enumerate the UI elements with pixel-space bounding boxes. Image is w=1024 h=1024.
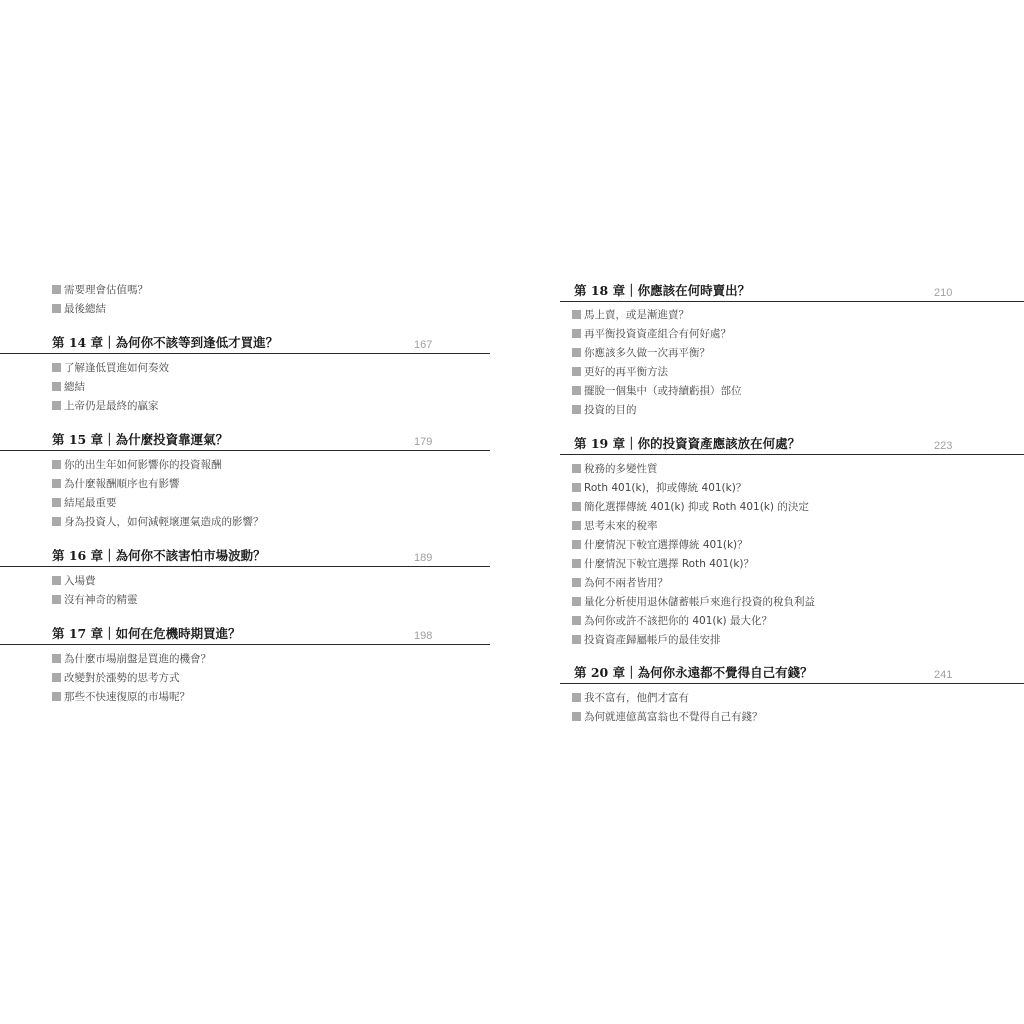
list-item: 沒有神奇的精靈 xyxy=(52,593,138,607)
bullet-square-icon xyxy=(52,401,61,410)
list-item: 結尾最重要 xyxy=(52,496,117,510)
list-item: 為何就連億萬富翁也不覺得自己有錢？ xyxy=(572,710,763,724)
chapter-title: 第 19 章｜你的投資資產應該放在何處？ xyxy=(574,436,801,451)
list-item: 什麼情況下較宜選擇 Roth 401(k)？ xyxy=(572,557,754,571)
list-item: 我不富有，他們才富有 xyxy=(572,691,689,705)
bullet-square-icon xyxy=(572,502,581,511)
bullet-square-icon xyxy=(572,712,581,721)
list-item: 最後總結 xyxy=(52,302,106,316)
list-item: 為何不兩者皆用？ xyxy=(572,576,668,590)
bullet-square-icon xyxy=(52,460,61,469)
chapter-page-number: 189 xyxy=(414,552,433,564)
list-item: 總結 xyxy=(52,380,85,394)
bullet-square-icon xyxy=(572,597,581,606)
bullet-square-icon xyxy=(52,285,61,294)
bullet-square-icon xyxy=(52,498,61,507)
chapter-divider xyxy=(560,683,1024,684)
chapter-heading-14 xyxy=(0,335,490,353)
chapter-title: 第 20 章｜為何你永遠都不覺得自己有錢？ xyxy=(574,665,813,680)
bullet-square-icon xyxy=(52,517,61,526)
list-item: 了解逢低買進如何奏效 xyxy=(52,361,169,375)
chapter-divider xyxy=(0,644,490,645)
list-item: 簡化選擇傳統 401(k) 抑或 Roth 401(k) 的決定 xyxy=(572,500,809,514)
chapter-page-number: 210 xyxy=(934,287,953,299)
chapter-heading-16 xyxy=(0,548,490,566)
bullet-square-icon xyxy=(572,616,581,625)
bullet-square-icon xyxy=(52,692,61,701)
bullet-square-icon xyxy=(572,693,581,702)
chapter-title: 第 17 章｜如何在危機時期買進？ xyxy=(52,626,241,641)
left-page xyxy=(0,0,490,1024)
chapter-divider xyxy=(0,450,490,451)
bullet-square-icon xyxy=(572,559,581,568)
list-item: 為什麼報酬順序也有影響 xyxy=(52,477,180,491)
bullet-square-icon xyxy=(52,654,61,663)
bullet-square-icon xyxy=(52,382,61,391)
list-item: Roth 401(k)，抑或傳統 401(k)？ xyxy=(572,481,746,495)
list-item: 上帝仍是最終的贏家 xyxy=(52,399,159,413)
list-item: 思考未來的稅率 xyxy=(572,519,658,533)
chapter-title: 第 18 章｜你應該在何時賣出？ xyxy=(574,283,751,298)
chapter-divider xyxy=(560,301,1024,302)
list-item: 為什麼市場崩盤是買進的機會？ xyxy=(52,652,211,666)
chapter-page-number: 167 xyxy=(414,339,433,351)
list-item: 擺脫一個集中（或持續虧損）部位 xyxy=(572,384,742,398)
chapter-divider xyxy=(560,454,1024,455)
list-item: 那些不快速復原的市場呢？ xyxy=(52,690,190,704)
chapter-page-number: 198 xyxy=(414,630,433,642)
bullet-square-icon xyxy=(572,329,581,338)
chapter-page-number: 241 xyxy=(934,669,953,681)
bullet-square-icon xyxy=(572,405,581,414)
list-item: 什麼情況下較宜選擇傳統 401(k)？ xyxy=(572,538,748,552)
list-item: 身為投資人，如何減輕壞運氣造成的影響？ xyxy=(52,515,264,529)
bullet-square-icon xyxy=(572,310,581,319)
chapter-heading-19 xyxy=(540,436,1024,454)
list-item: 稅務的多變性質 xyxy=(572,462,658,476)
bullet-square-icon xyxy=(52,595,61,604)
chapter-page-number: 223 xyxy=(934,440,953,452)
chapter-title: 第 16 章｜為何你不該害怕市場波動？ xyxy=(52,548,266,563)
bullet-square-icon xyxy=(52,673,61,682)
bullet-square-icon xyxy=(572,367,581,376)
list-item: 你的出生年如何影響你的投資報酬 xyxy=(52,458,222,472)
list-item: 量化分析使用退休儲蓄帳戶來進行投資的稅負利益 xyxy=(572,595,815,609)
list-item: 入場費 xyxy=(52,574,96,588)
list-item: 投資資產歸屬帳戶的最佳安排 xyxy=(572,633,721,647)
bullet-square-icon xyxy=(572,483,581,492)
chapter-heading-18 xyxy=(540,283,1024,301)
bullet-square-icon xyxy=(572,386,581,395)
chapter-heading-20 xyxy=(540,665,1024,683)
list-item: 改變對於漲勢的思考方式 xyxy=(52,671,180,685)
list-item: 需要理會估值嗎？ xyxy=(52,283,148,297)
bullet-square-icon xyxy=(52,363,61,372)
bullet-square-icon xyxy=(572,348,581,357)
bullet-square-icon xyxy=(572,578,581,587)
list-item: 馬上賣，或是漸進賣？ xyxy=(572,308,689,322)
chapter-page-number: 179 xyxy=(414,436,433,448)
list-item: 你應該多久做一次再平衡？ xyxy=(572,346,710,360)
list-item: 投資的目的 xyxy=(572,403,637,417)
chapter-heading-15 xyxy=(0,432,490,450)
list-item: 更好的再平衡方法 xyxy=(572,365,668,379)
chapter-title: 第 14 章｜為何你不該等到逢低才買進？ xyxy=(52,335,279,350)
chapter-heading-17 xyxy=(0,626,490,644)
list-item: 再平衡投資資產組合有何好處？ xyxy=(572,327,731,341)
bullet-square-icon xyxy=(572,540,581,549)
bullet-square-icon xyxy=(572,635,581,644)
bullet-square-icon xyxy=(52,479,61,488)
right-page xyxy=(540,0,1024,1024)
bullet-square-icon xyxy=(52,576,61,585)
bullet-square-icon xyxy=(572,521,581,530)
bullet-square-icon xyxy=(52,304,61,313)
chapter-divider xyxy=(0,566,490,567)
bullet-square-icon xyxy=(572,464,581,473)
list-item: 為何你或許不該把你的 401(k) 最大化？ xyxy=(572,614,772,628)
chapter-divider xyxy=(0,353,490,354)
chapter-title: 第 15 章｜為什麼投資靠運氣？ xyxy=(52,432,229,447)
